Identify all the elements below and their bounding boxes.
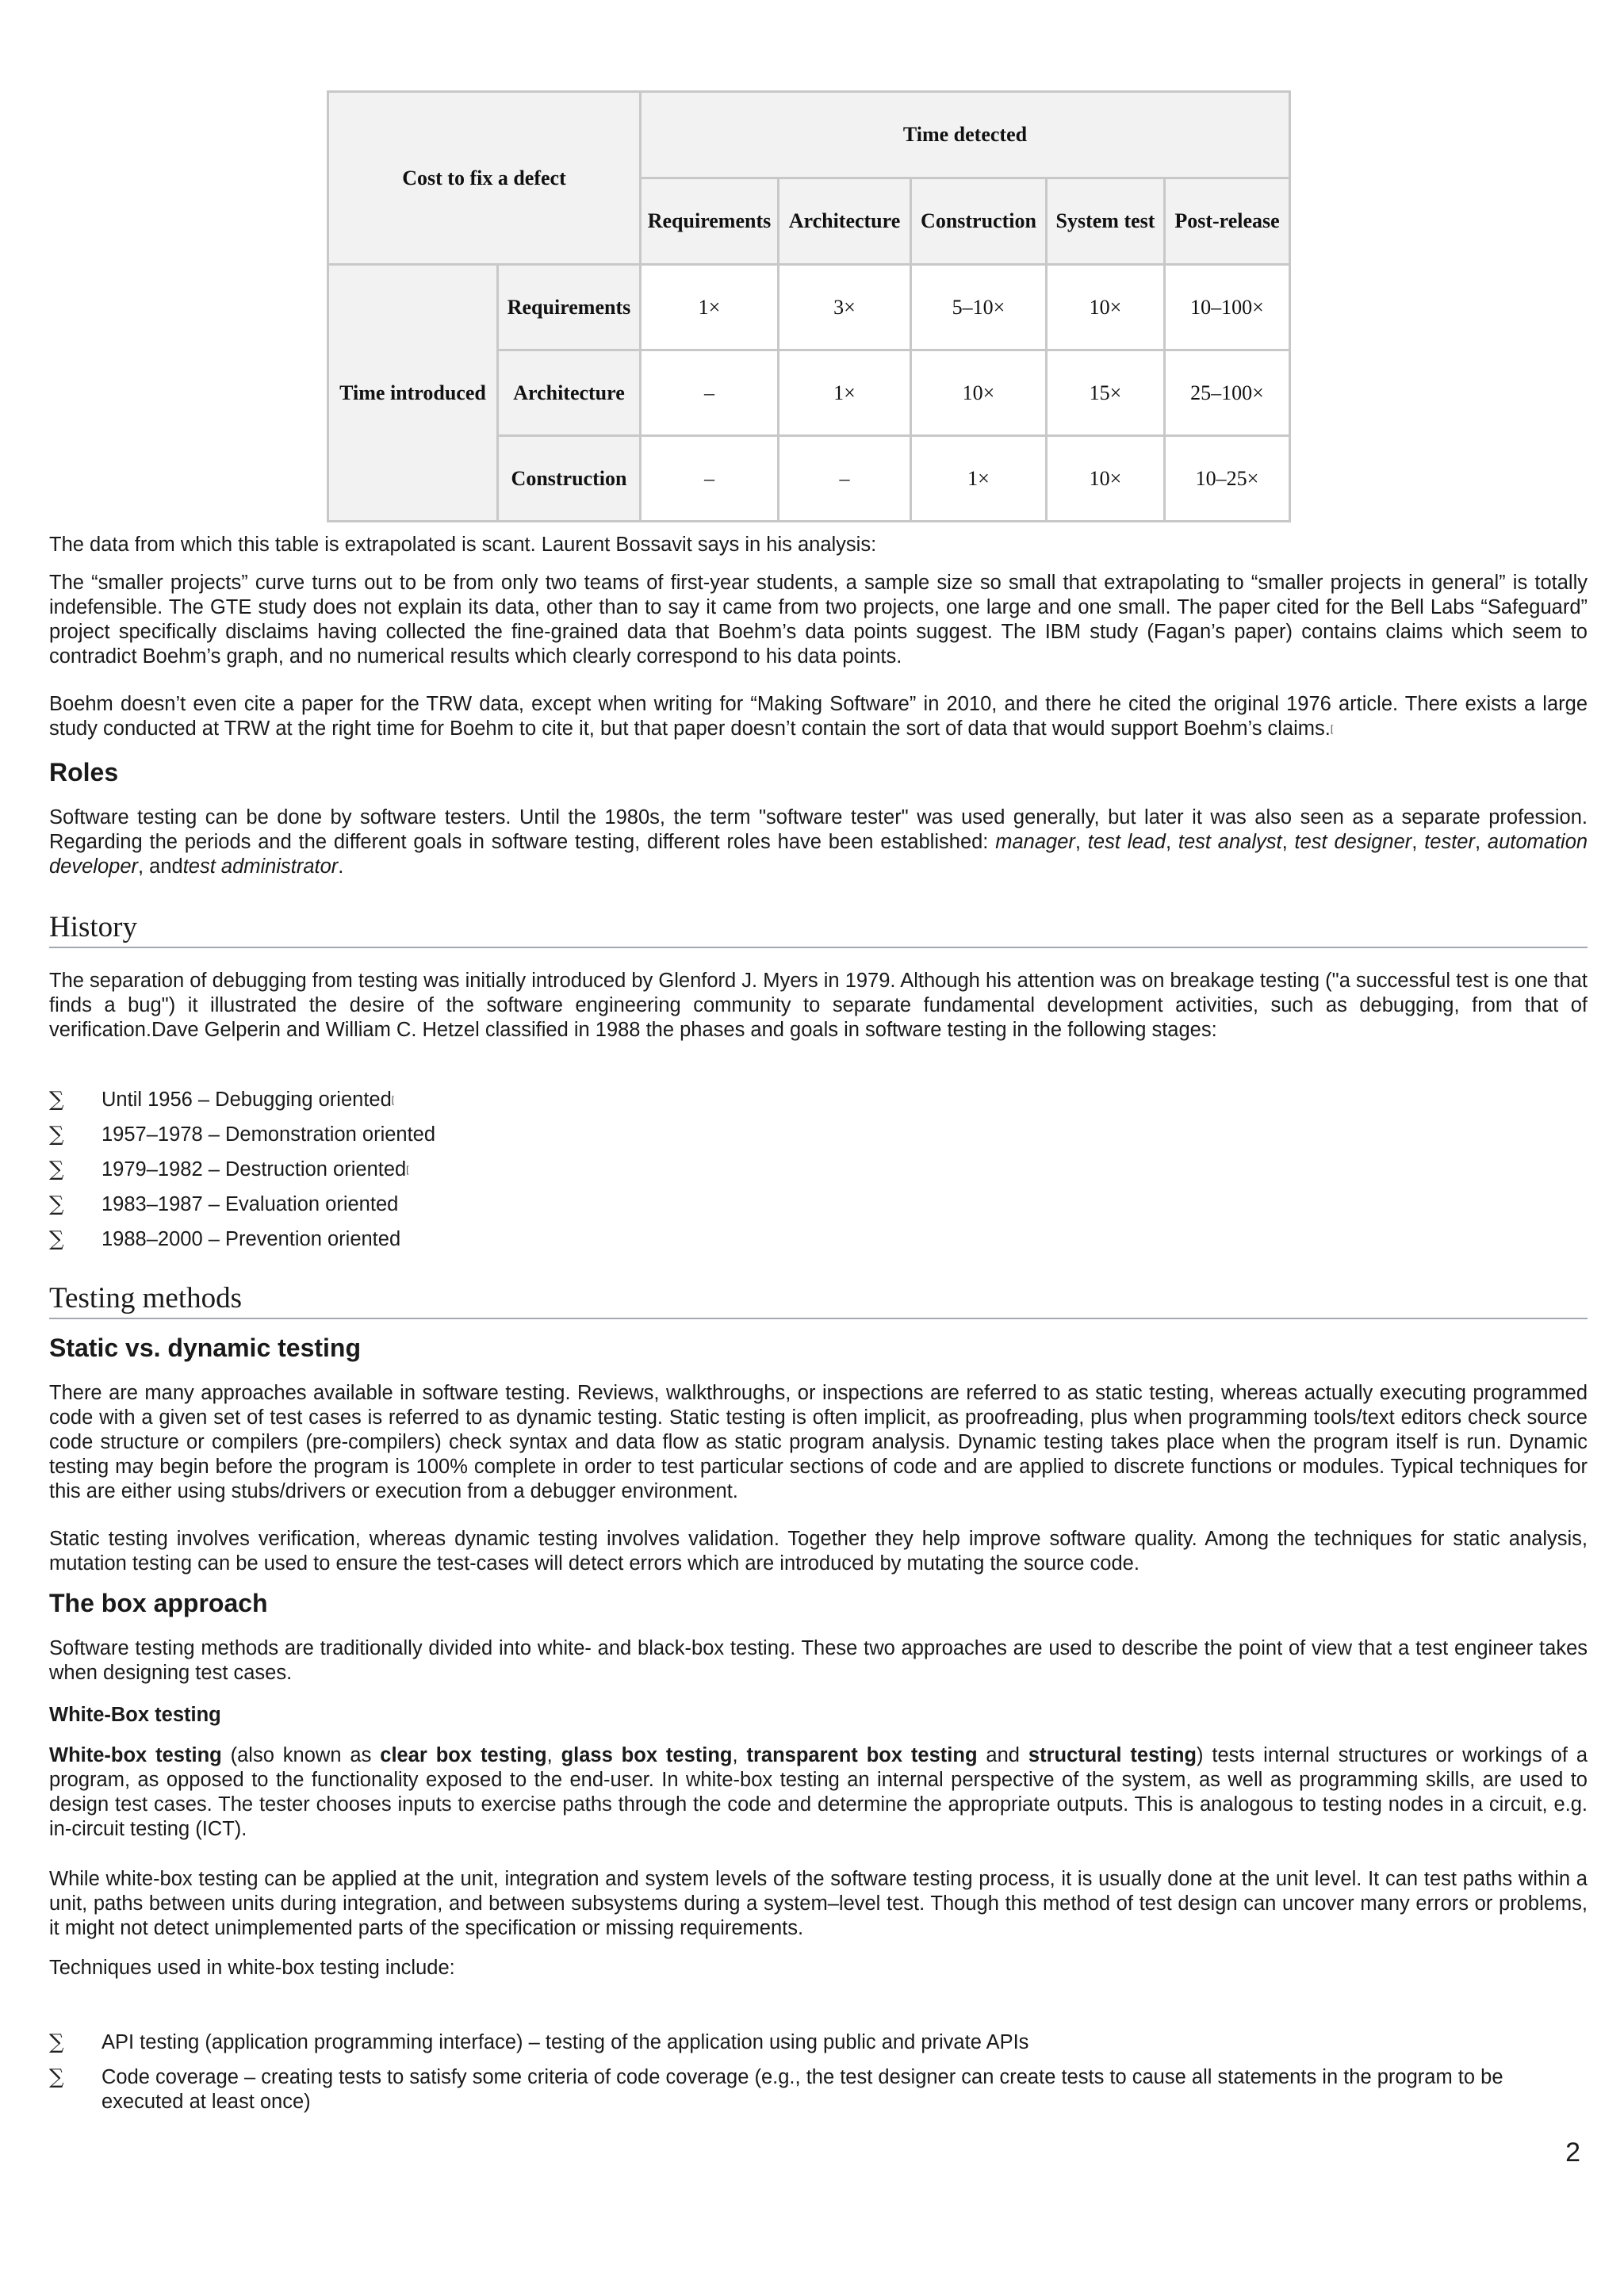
table-cell: – [641, 436, 779, 522]
bullet-icon: ∑ [49, 1158, 64, 1181]
bullet-icon: ∑ [49, 2065, 64, 2089]
table-cell: 1× [911, 436, 1047, 522]
paragraph-static-2: Static testing involves verification, whereas dynamic testing involves validation. Together they help improve software quality. Among the techniques for static analysis, mutation testing can be used to ensure the test-cases will detect errors which are introduced by mutating the source code. [49, 1528, 1588, 1575]
paragraph-scant: The data from which this table is extrapolated is scant. Laurent Bossavit says in his analysis: [49, 534, 877, 556]
table-cell: 1× [779, 350, 911, 436]
table-cell: 10× [911, 350, 1047, 436]
row-header: Requirements [498, 265, 641, 350]
table-cell: 10–100× [1165, 265, 1290, 350]
table-corner-header: Cost to fix a defect [328, 92, 641, 265]
paragraph-history: The separation of debugging from testing was initially introduced by Glenford J. Myers in 1979. Although his attention was on breakage testing ("a successful test is one that finds a bug") it illustrated the desire of the software engineering community to separate fundamental development activities, such as debugging, from that of verification.Dave Gelperin and William C. Hetzel classified in 1988 the phases and goals in software testing in the following stages: [49, 970, 1588, 1041]
list-item: ∑ 1957–1978 – Demonstration oriented [49, 1123, 436, 1146]
white-box-heading: White-Box testing [49, 1704, 221, 1726]
table-row [328, 265, 1290, 350]
footnote-marker: [ [391, 1094, 395, 1105]
col-header: Construction [911, 178, 1047, 265]
box-approach-heading: The box approach [49, 1589, 268, 1617]
table-cell: 5–10× [911, 265, 1047, 350]
paragraph-smaller-projects: The “smaller projects” curve turns out to be from only two teams of first-year students, a sample size so small that extrapolating to “smaller projects in general” is totally indefensible. The GTE study does not explain its data, other than to say it came from two projects, one large and one small. The paper cited for the Bell Labs “Safeguard” project specifically disclaims having collected the fine-grained data that Boehm’s data points suggest. The IBM study (Fagan’s paper) contains claims which seem to contradict Boehm’s graph, and no numerical results which clearly correspond to his data points. [49, 572, 1588, 668]
table-cell: 10× [1047, 436, 1165, 522]
time-detected-header: Time detected [641, 92, 1290, 178]
list-item: ∑ Until 1956 – Debugging oriented[ [49, 1088, 395, 1112]
history-stages-list [49, 1088, 1588, 1252]
time-introduced-header: Time introduced [328, 265, 498, 522]
list-item: ∑ 1979–1982 – Destruction oriented[ [49, 1158, 409, 1181]
paragraph-static-1: There are many approaches available in software testing. Reviews, walkthroughs, or inspections are referred to as static testing, whereas actually executing programmed code with a given set of test cases is referred to as dynamic testing. Static testing is often implicit, as proofreading, plus when programming tools/text editors check source code structure or compilers (pre-compilers) check syntax and data flow as static program analysis. Dynamic testing takes place when the program itself is run. Dynamic testing may begin before the program is 100% complete in order to test particular sections of code and are applied to discrete functions or modules. Typical techniques for this are either using stubs/drivers or execution from a debugger environment. [49, 1382, 1588, 1502]
footnote-marker: [ [406, 1164, 409, 1175]
list-item: ∑ API testing (application programming interface) – testing of the application using public and private APIs [49, 2030, 1029, 2054]
paragraph-trw-text: Boehm doesn’t even cite a paper for the TRW data, except when writing for “Making Software” in 2010, and there he cited the original 1976 article. There exists a large study conducted at TRW at the right time for Boehm to cite it, but that paper doesn’t contain the sort of data that would support Boehm’s claims. [49, 693, 1588, 740]
table-cell: 10–25× [1165, 436, 1290, 522]
footnote-marker: [ [1330, 723, 1334, 734]
row-header: Architecture [498, 350, 641, 436]
testing-methods-heading: Testing methods [49, 1281, 1588, 1319]
col-header: Post-release [1165, 178, 1290, 265]
techniques-list [49, 2030, 1588, 2114]
list-item: ∑ 1983–1987 – Evaluation oriented [49, 1192, 399, 1216]
bullet-icon: ∑ [49, 1192, 64, 1216]
bullet-icon: ∑ [49, 1088, 64, 1112]
table-cell: – [641, 350, 779, 436]
table-cell: 25–100× [1165, 350, 1290, 436]
col-header: Requirements [641, 178, 779, 265]
col-header: Architecture [779, 178, 911, 265]
static-dynamic-heading: Static vs. dynamic testing [49, 1334, 362, 1362]
page-number: 2 [1565, 2137, 1580, 2168]
paragraph-white-box-2: While white-box testing can be applied at the unit, integration and system levels of the software testing process, it is usually done at the unit level. It can test paths within a unit, paths between units during integration, and between subsystems during a system–level test. Though this method of test design can uncover many errors or problems, it might not detect unimplemented parts of the specification or missing requirements. [49, 1868, 1588, 1939]
paragraph-trw [49, 692, 1588, 741]
list-item: ∑ Code coverage – creating tests to satisfy some criteria of code coverage (e.g., the test designer can create tests to cause all statements in the program to be executed at least once) [49, 2065, 1503, 2113]
col-header: System test [1047, 178, 1165, 265]
table-cell: 1× [641, 265, 779, 350]
bullet-icon: ∑ [49, 1227, 64, 1251]
table-cell: 15× [1047, 350, 1165, 436]
paragraph-box-1: Software testing methods are traditionally divided into white- and black-box testing. These two approaches are used to describe the point of view that a test engineer takes when designing test cases. [49, 1637, 1588, 1684]
roles-heading: Roles [49, 758, 119, 786]
list-item: ∑ 1988–2000 – Prevention oriented [49, 1227, 401, 1251]
history-heading: History [49, 910, 1588, 948]
row-header: Construction [498, 436, 641, 522]
bullet-icon: ∑ [49, 1123, 64, 1146]
paragraph-techniques-intro: Techniques used in white-box testing include: [49, 1957, 455, 1979]
defect-cost-table [327, 90, 1291, 522]
table-cell: 10× [1047, 265, 1165, 350]
paragraph-white-box-1: White-box testing (also known as clear box testing, glass box testing, transparent box testing and structural testing) tests internal structures or workings of a program, as opposed to the functionality exposed to the end-user. In white-box testing an internal perspective of the system, as well as programming skills, are used to design test cases. The tester chooses inputs to exercise paths through the code and determine the appropriate outputs. This is analogous to testing nodes in a circuit, e.g. in-circuit testing (ICT). [49, 1744, 1588, 1840]
bullet-icon: ∑ [49, 2030, 64, 2054]
paragraph-roles: Software testing can be done by software testers. Until the 1980s, the term "software tester" was used generally, but later it was also seen as a separate profession. Regarding the periods and the different goals in software testing, different roles have been established: manager, test lead, test analyst, test designer, tester, automation developer, andtest administrator. [49, 806, 1588, 878]
table-cell: – [779, 436, 911, 522]
table-cell: 3× [779, 265, 911, 350]
